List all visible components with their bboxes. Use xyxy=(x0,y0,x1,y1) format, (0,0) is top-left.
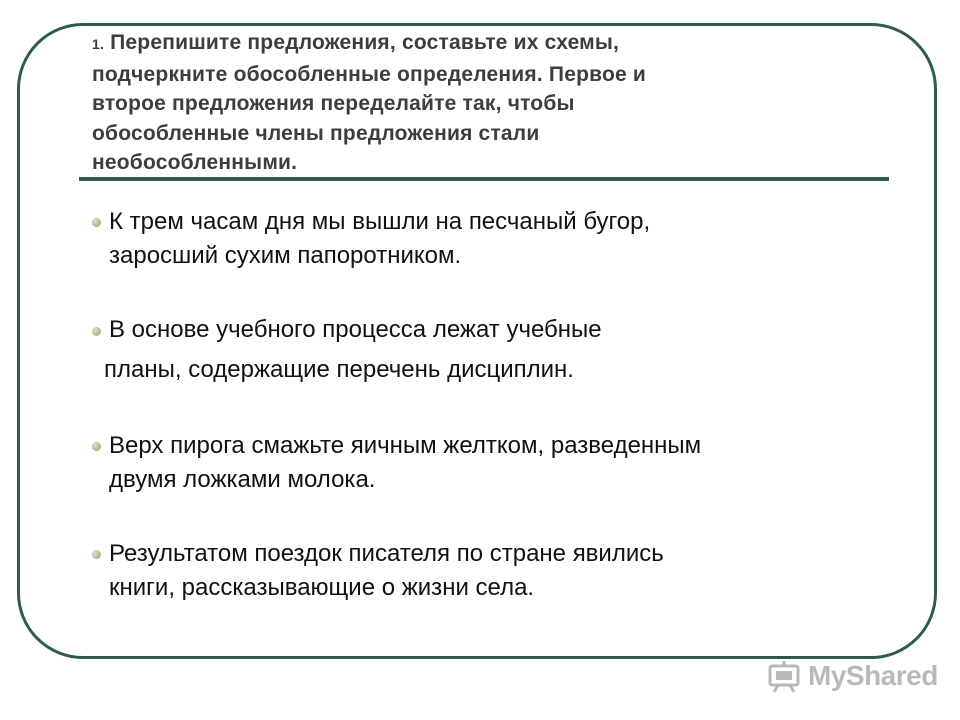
sentence-2-line-2: планы, содержащие перечень дисциплин. xyxy=(104,356,574,383)
sentence-1-line-1: К трем часам дня мы вышли на песчаный бугор, xyxy=(109,208,651,235)
bullet-icon xyxy=(92,442,101,451)
sentence-4-line-2: книги, рассказывающие о жизни села. xyxy=(109,574,535,601)
task-number: 1. xyxy=(92,36,105,52)
sentence-3-line-1: Верх пирога смажьте яичным желтком, разведенным xyxy=(109,432,702,459)
task-title-line-3: второе предложения переделайте так, чтобы xyxy=(92,92,575,115)
task-title-line-4: обособленные члены предложения стали xyxy=(92,121,540,145)
task-title-line-5: необособленными. xyxy=(92,151,298,174)
bullet-icon xyxy=(92,550,101,559)
task-title-line-2: подчеркните обособленные определения. Первое и xyxy=(92,62,647,86)
watermark-text: MyShared xyxy=(808,660,938,691)
myshared-watermark[interactable] xyxy=(768,656,938,696)
sentence-2-line-1: В основе учебного процесса лежат учебные xyxy=(109,316,602,343)
bullet-icon xyxy=(92,327,101,336)
bullet-icon xyxy=(92,218,101,227)
sentence-3-line-2: двумя ложками молока. xyxy=(109,466,376,493)
task-title-line-1: Перепишите предложения, составьте их схемы, xyxy=(110,31,620,54)
presentation-board-icon xyxy=(768,659,802,693)
sentence-4-line-1: Результатом поездок писателя по стране явились xyxy=(109,540,664,567)
sentence-1-line-2: заросший сухим папоротником. xyxy=(109,242,462,269)
